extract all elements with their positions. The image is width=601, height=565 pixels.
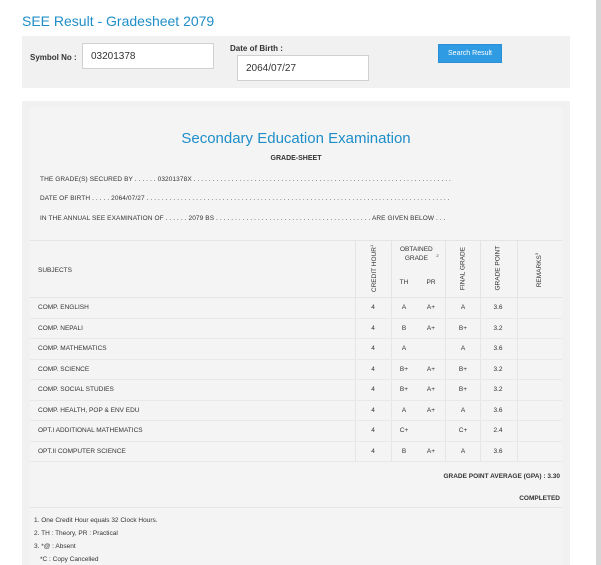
header-final-grade: FINAL GRADE [459,246,467,291]
row-final-grade: A [460,447,466,455]
row-credit-hour: 4 [371,447,375,455]
header-th: TH [399,278,409,286]
row-th-grade: B [401,324,407,332]
table-row [30,380,562,401]
row-th-grade: A [401,304,407,312]
table-body [30,298,562,462]
header-grade-point: GRADE POINT [494,245,502,291]
sheet-subtitle: GRADE-SHEET [270,155,322,162]
row-credit-hour: 4 [371,324,375,332]
symbol-label: Symbol No : [30,53,77,62]
row-final-grade: B+ [458,365,468,373]
note-absent: 3. *@ : Absent [34,543,76,550]
notes-divider [30,507,562,508]
row-credit-hour: 4 [371,345,375,353]
header-obtained-grade: OBTAINED GRADE $^2$ [400,246,439,262]
row-pr-grade [420,421,442,441]
row-final-grade: A [460,406,466,414]
note-copy-cancelled: *C : Copy Cancelled [40,556,99,563]
note-th-pr: 2. TH : Theory, PR : Practical [34,530,118,537]
page-scrollbar[interactable] [596,0,601,565]
info-dob-line: DATE OF BIRTH . . . . . 2064/07/27 . . . . . . . . . . . . . . . . . . . . . . . . . . . . . . . . . . . . . . . . . . . . . . . . . . . . . . . . . . . . . . . . . . . . . . . . . . . . . . . . [40,195,450,202]
row-grade-point: 3.2 [493,324,503,332]
row-credit-hour: 4 [371,365,375,373]
row-subject: COMP. MATHEMATICS [38,345,107,353]
dob-input[interactable] [237,55,369,81]
search-result-button[interactable]: Search Result [438,44,502,63]
row-credit-hour: 4 [371,406,375,414]
row-pr-grade: A+ [426,304,436,312]
row-th-grade: B+ [399,365,409,373]
row-grade-point: 3.6 [493,447,503,455]
info-grade-line: THE GRADE(S) SECURED BY . . . . . . 03201378X . . . . . . . . . . . . . . . . . . . . . . . . . . . . . . . . . . . . . . . . . . . . . . . . . . . . . . . . . . . . . . . . . . . . [40,176,451,183]
row-pr-grade [420,339,442,359]
symbol-input[interactable] [82,43,214,69]
row-final-grade: B+ [458,386,468,394]
row-final-grade: C+ [458,427,468,435]
sheet-title: Secondary Education Examination [181,130,411,147]
table-header [30,240,562,298]
search-panel [22,36,570,88]
gradesheet [30,107,562,565]
table-row [30,339,562,360]
result-status: COMPLETED [519,495,560,502]
header-subjects: SUBJECTS [38,266,72,274]
row-subject: COMP. NEPALI [38,324,83,332]
info-exam-line: IN THE ANNUAL SEE EXAMINATION OF . . . . . . 2079 BS . . . . . . . . . . . . . . . . . . . . . . . . . . . . . . . . . . . . . . . . . ARE GIVEN BELOW . . . [40,215,446,222]
row-pr-grade: A+ [426,386,436,394]
header-remarks: REMARKS$^3$ [533,252,544,288]
row-credit-hour: 4 [371,304,375,312]
row-grade-point: 3.6 [493,345,503,353]
row-pr-grade: A+ [426,365,436,373]
header-pr: PR [426,278,436,286]
table-row [30,360,562,381]
gradesheet-panel [22,101,570,565]
row-th-grade: A [401,345,407,353]
row-grade-point: 3.2 [493,365,503,373]
gpa-summary: GRADE POINT AVERAGE (GPA) : 3.30 [443,473,560,480]
row-pr-grade: A+ [426,406,436,414]
table-row [30,421,562,442]
table-row [30,401,562,422]
row-grade-point: 3.6 [493,406,503,414]
row-subject: COMP. SOCIAL STUDIES [38,386,114,394]
row-credit-hour: 4 [371,386,375,394]
table-row [30,298,562,319]
row-th-grade: C+ [399,427,409,435]
row-subject: COMP. ENGLISH [38,304,89,312]
row-credit-hour: 4 [371,427,375,435]
header-credit-hour: CREDIT HOUR$^1$ [368,244,379,293]
row-th-grade: B+ [399,386,409,394]
row-pr-grade: A+ [426,324,436,332]
grades-table [30,240,562,462]
row-th-grade: B [401,447,407,455]
row-subject: COMP. HEALTH, POP & ENV EDU [38,406,140,414]
note-credit-hour: 1. One Credit Hour equals 32 Clock Hours. [34,517,158,524]
row-grade-point: 3.2 [493,386,503,394]
page-title: SEE Result - Gradesheet 2079 [22,13,215,29]
row-subject: OPT.I ADDITIONAL MATHEMATICS [38,427,143,435]
row-final-grade: B+ [458,324,468,332]
table-row [30,319,562,340]
dob-label: Date of Birth : [230,44,283,53]
row-grade-point: 3.6 [493,304,503,312]
table-row [30,442,562,463]
row-pr-grade: A+ [426,447,436,455]
row-subject: COMP. SCIENCE [38,365,90,373]
row-subject: OPT.II COMPUTER SCIENCE [38,447,126,455]
row-final-grade: A [460,345,466,353]
row-th-grade: A [401,406,407,414]
row-grade-point: 2.4 [493,427,503,435]
row-final-grade: A [460,304,466,312]
